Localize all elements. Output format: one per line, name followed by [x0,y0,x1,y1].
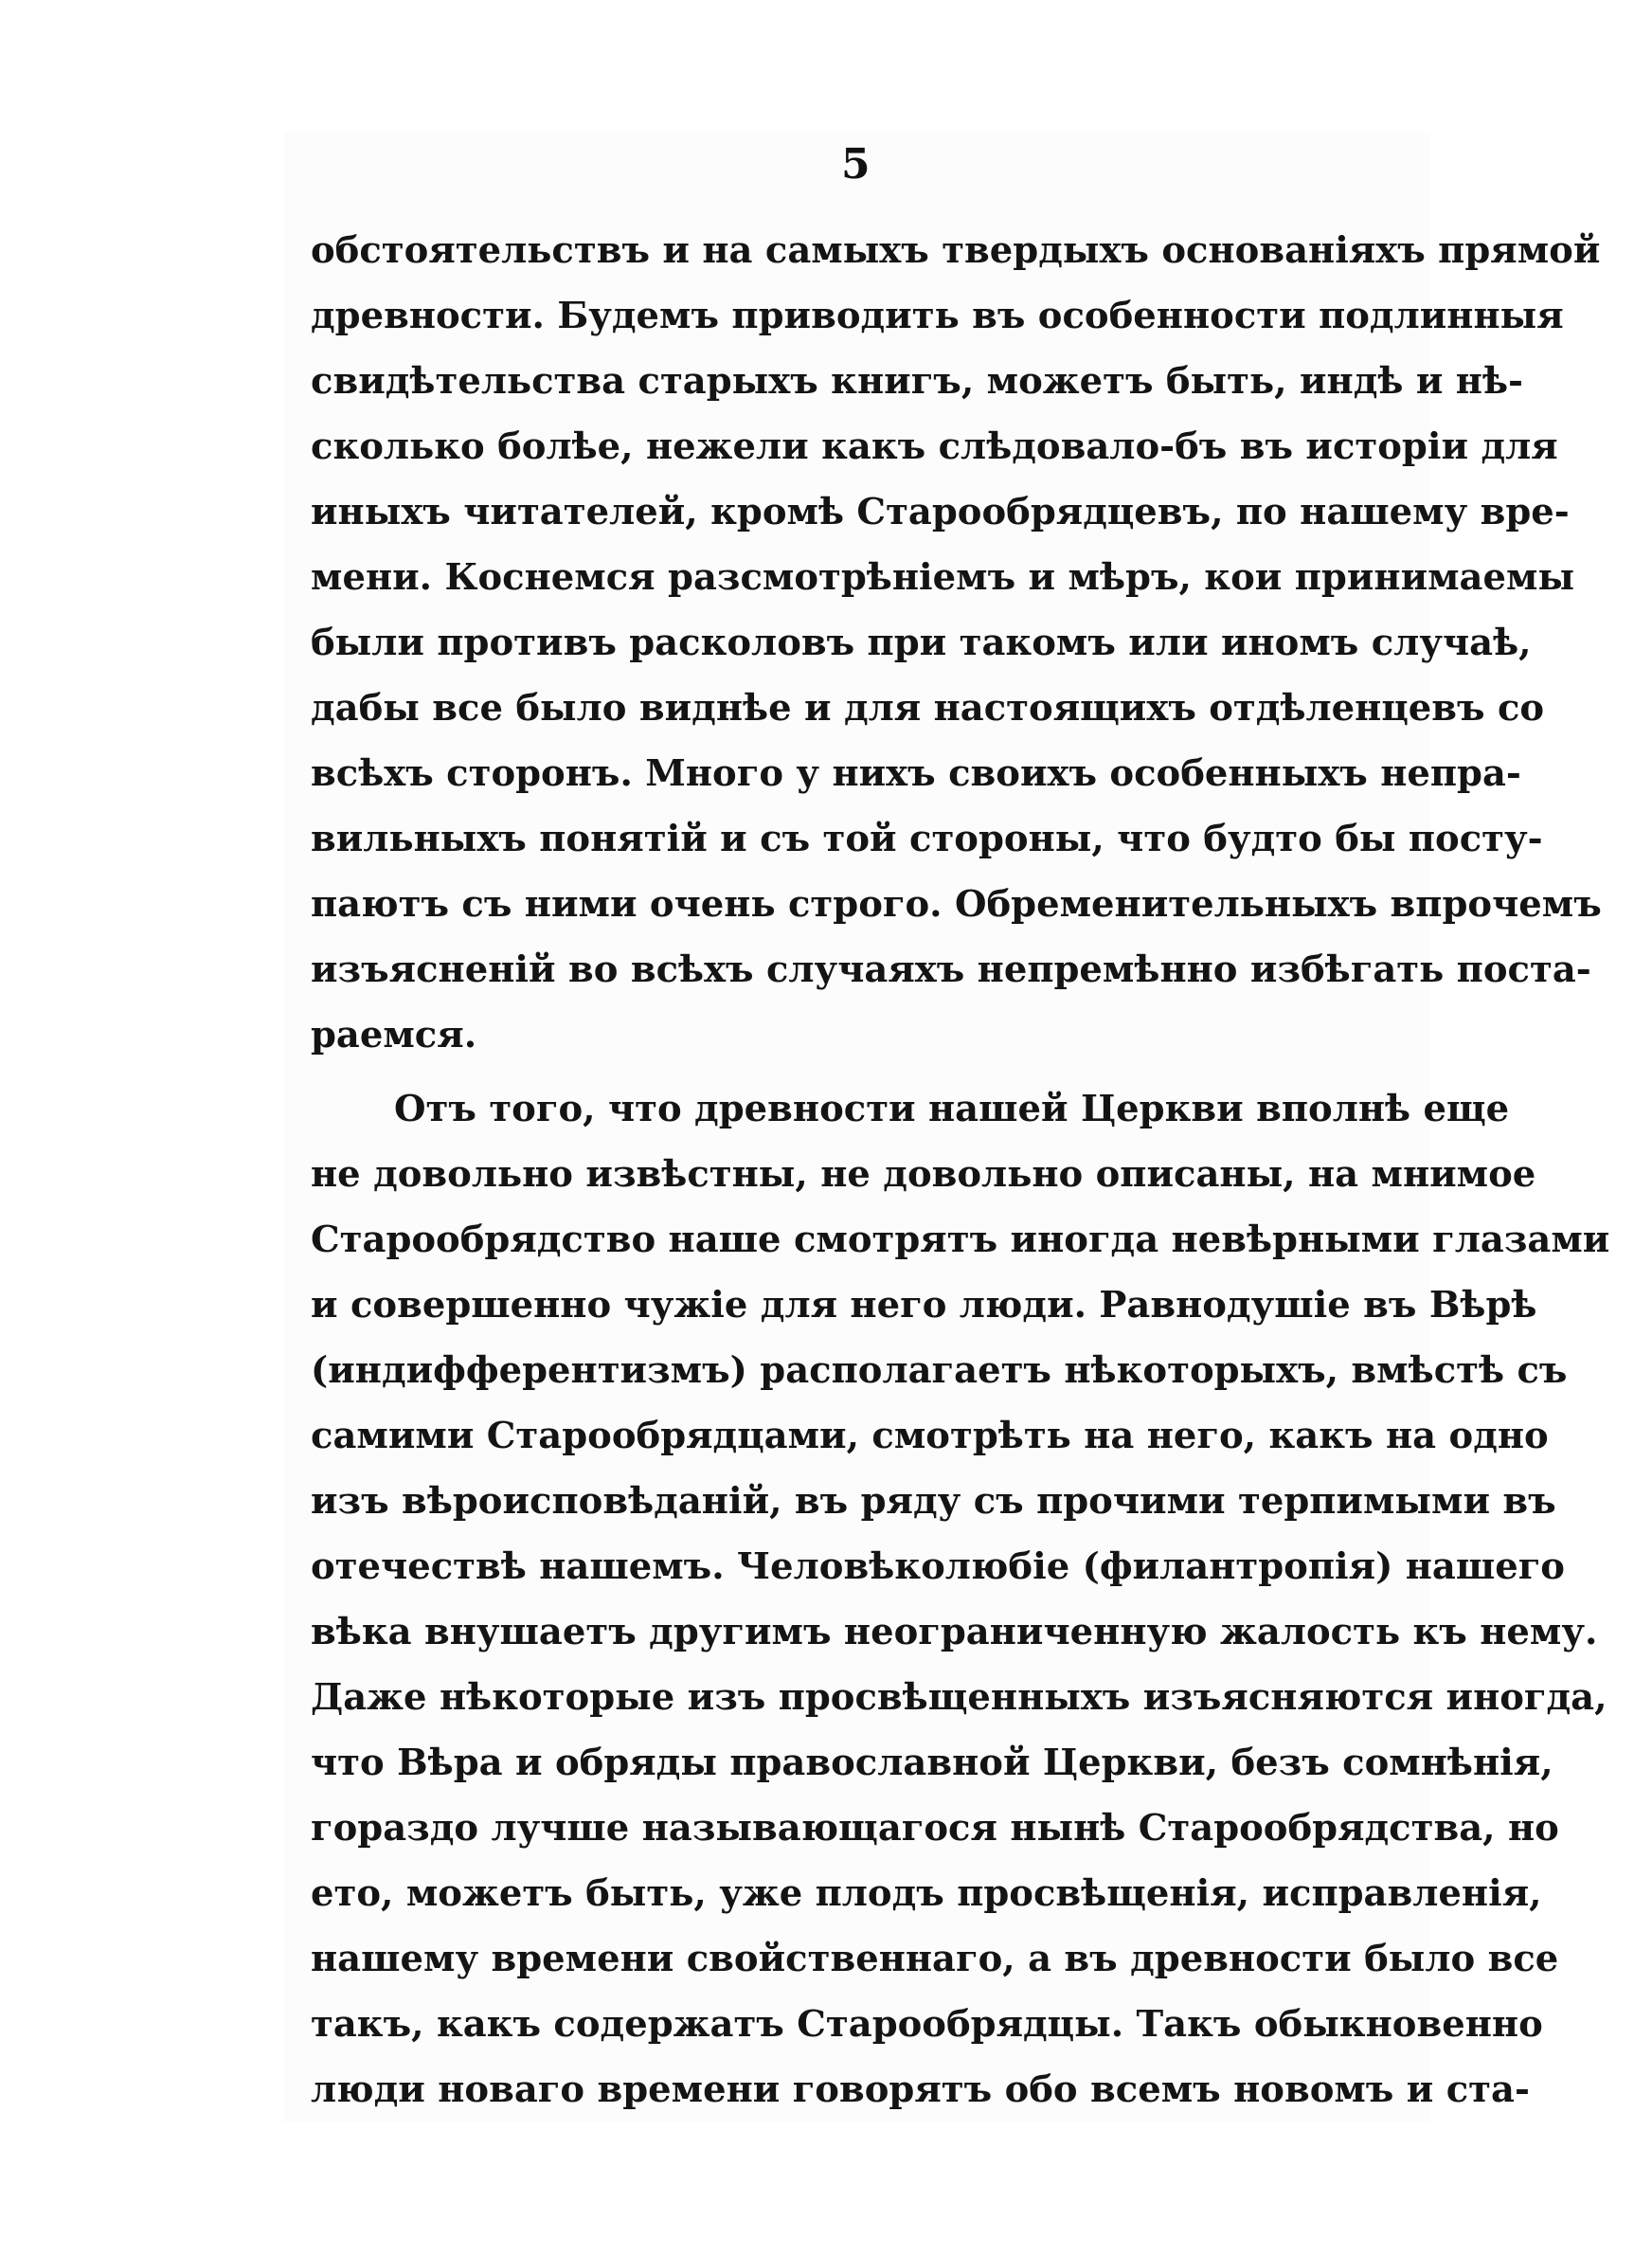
text-line: отечествѣ нашемъ. Человѣколюбіе (филантропія) нашего [311,1545,1565,1588]
text-line: обстоятельствъ и на самыхъ твердыхъ основаніяхъ прямой [311,229,1601,272]
text-line: (индифферентизмъ) располагаетъ нѣкоторыхъ, вмѣстѣ съ [311,1349,1568,1392]
text-line: раемся. [311,1014,477,1056]
text-line: паютъ съ ними очень строго. Обременительныхъ впрочемъ [311,883,1602,926]
text-line: древности. Будемъ приводить въ особенности подлинныя [311,295,1564,337]
text-line: такъ, какъ содержатъ Старообрядцы. Такъ обыкновенно [311,2003,1543,2046]
page-number: 5 [841,140,871,189]
paragraph-gap [311,1068,1410,1076]
text-line: вильныхъ понятій и съ той стороны, что будто бы посту- [311,818,1543,860]
text-line: не довольно извѣстны, не довольно описаны, на мнимое [311,1153,1536,1196]
text-line: дабы все было виднѣе и для настоящихъ отдѣленцевъ со [311,687,1545,730]
text-line: гораздо лучше называющагося нынѣ Старообрядства, но [311,1807,1559,1850]
text-line: мени. Коснемся разсмотрѣніемъ и мѣръ, кои принимаемы [311,556,1575,599]
text-line: иныхъ читателей, кромѣ Старообрядцевъ, по нашему вре- [311,491,1570,533]
text-line: ето, можетъ быть, уже плодъ просвѣщенія, исправленія, [311,1872,1542,1915]
body-text [311,218,1610,2122]
text-line: всѣхъ сторонъ. Много у нихъ своихъ особенныхъ непра- [311,752,1521,795]
text-line: самими Старообрядцами, смотрѣть на него, какъ на одно [311,1415,1549,1457]
text-line: Отъ того, что древности нашей Церкви вполнѣ еще [394,1088,1510,1130]
text-line: нашему времени свойственнаго, а въ древности было все [311,1938,1559,1980]
text-line: люди новаго времени говорятъ обо всемъ новомъ и ста- [311,2068,1530,2111]
text-line: свидѣтельства старыхъ книгъ, можетъ быть, индѣ и нѣ- [311,360,1524,403]
text-line: изъ вѣроисповѣданій, въ ряду съ прочими терпимыми въ [311,1480,1556,1523]
text-line: что Вѣра и обряды православной Церкви, безъ сомнѣнія, [311,1742,1553,1784]
text-line: Даже нѣкоторые изъ просвѣщенныхъ изъясняются иногда, [311,1676,1607,1719]
text-line: были противъ расколовъ при такомъ или иномъ случаѣ, [311,622,1532,664]
text-line: сколько болѣе, нежели какъ слѣдовало-бъ въ исторіи для [311,425,1558,468]
text-line: и совершенно чужіе для него люди. Равнодушіе въ Вѣрѣ [311,1284,1537,1327]
text-line: Старообрядство наше смотрятъ иногда невѣрными глазами [311,1219,1610,1261]
text-line: вѣка внушаетъ другимъ неограниченную жалость къ нему. [311,1611,1598,1653]
text-line: изъясненій во всѣхъ случаяхъ непремѣнно избѣгать поста- [311,948,1591,991]
